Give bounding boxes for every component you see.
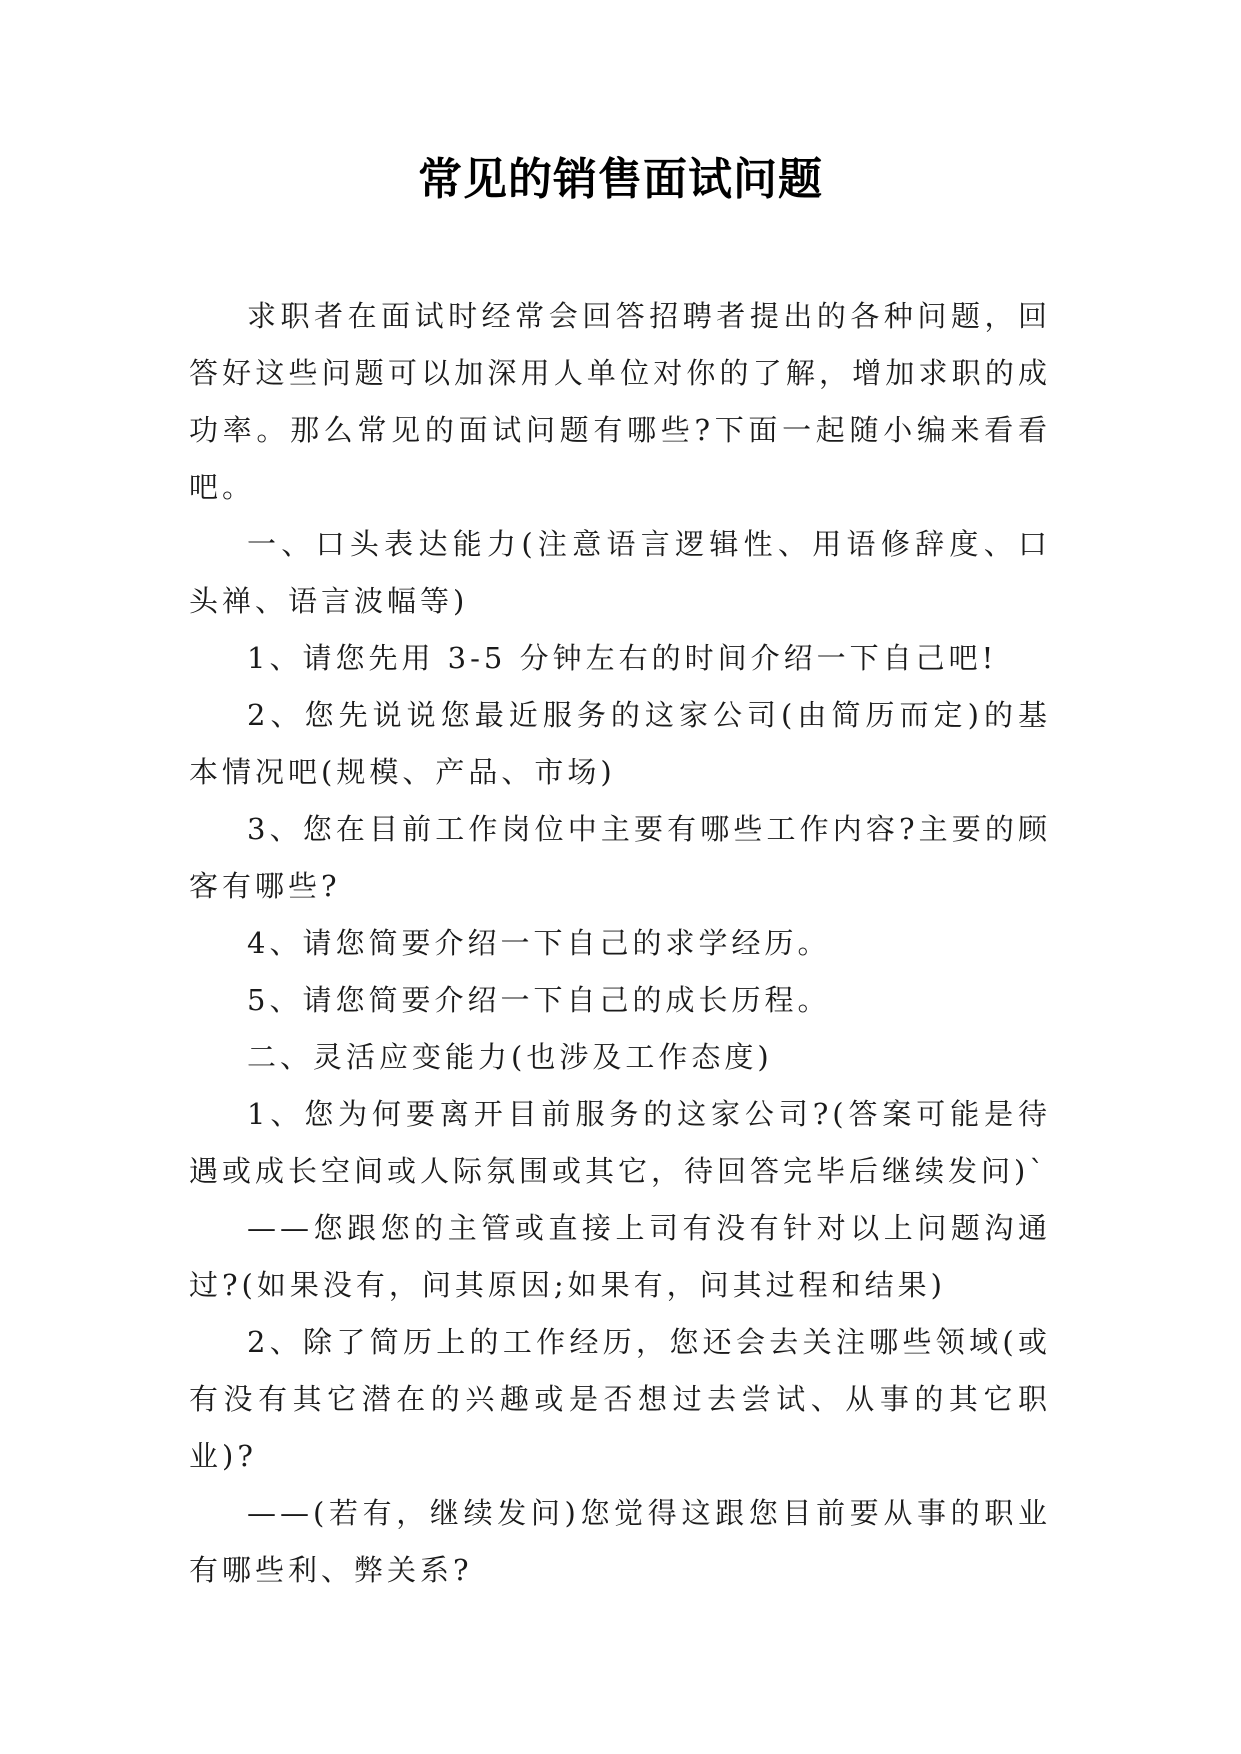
question-item: 3、您在目前工作岗位中主要有哪些工作内容?主要的顾客有哪些? xyxy=(189,812,1051,903)
question-item: 2、您先说说您最近服务的这家公司(由简历而定)的基本情况吧(规模、产品、市场) xyxy=(189,698,1051,789)
follow-up-question: ——您跟您的主管或直接上司有没有针对以上问题沟通过?(如果没有，问其原因;如果有，问其过程和结果) xyxy=(189,1211,1051,1302)
follow-up-question: ——(若有，继续发问)您觉得这跟您目前要从事的职业有哪些利、弊关系? xyxy=(189,1496,1051,1587)
document-title: 常见的销售面试问题 xyxy=(418,154,823,205)
question-item: 2、除了简历上的工作经历，您还会去关注哪些领域(或有没有其它潜在的兴趣或是否想过去尝试、从事的其它职业)? xyxy=(189,1325,1051,1473)
paragraph-intro: 求职者在面试时经常会回答招聘者提出的各种问题，回答好这些问题可以加深用人单位对你的了解，增加求职的成功率。那么常见的面试问题有哪些?下面一起随小编来看看吧。 xyxy=(189,299,1051,504)
question-item: 1、请您先用 3-5 分钟左右的时间介绍一下自己吧! xyxy=(247,641,998,675)
section-heading-adaptability: 二、灵活应变能力(也涉及工作态度) xyxy=(247,1040,773,1074)
document-body xyxy=(189,288,1051,1599)
question-item: 5、请您简要介绍一下自己的成长历程。 xyxy=(247,983,831,1017)
question-item: 4、请您简要介绍一下自己的求学经历。 xyxy=(247,926,831,960)
section-heading-verbal-expression: 一、口头表达能力(注意语言逻辑性、用语修辞度、口头禅、语言波幅等) xyxy=(189,527,1051,618)
question-item: 1、您为何要离开目前服务的这家公司?(答案可能是待遇或成长空间或人际氛围或其它，待回答完毕后继续发问)` xyxy=(189,1097,1051,1188)
